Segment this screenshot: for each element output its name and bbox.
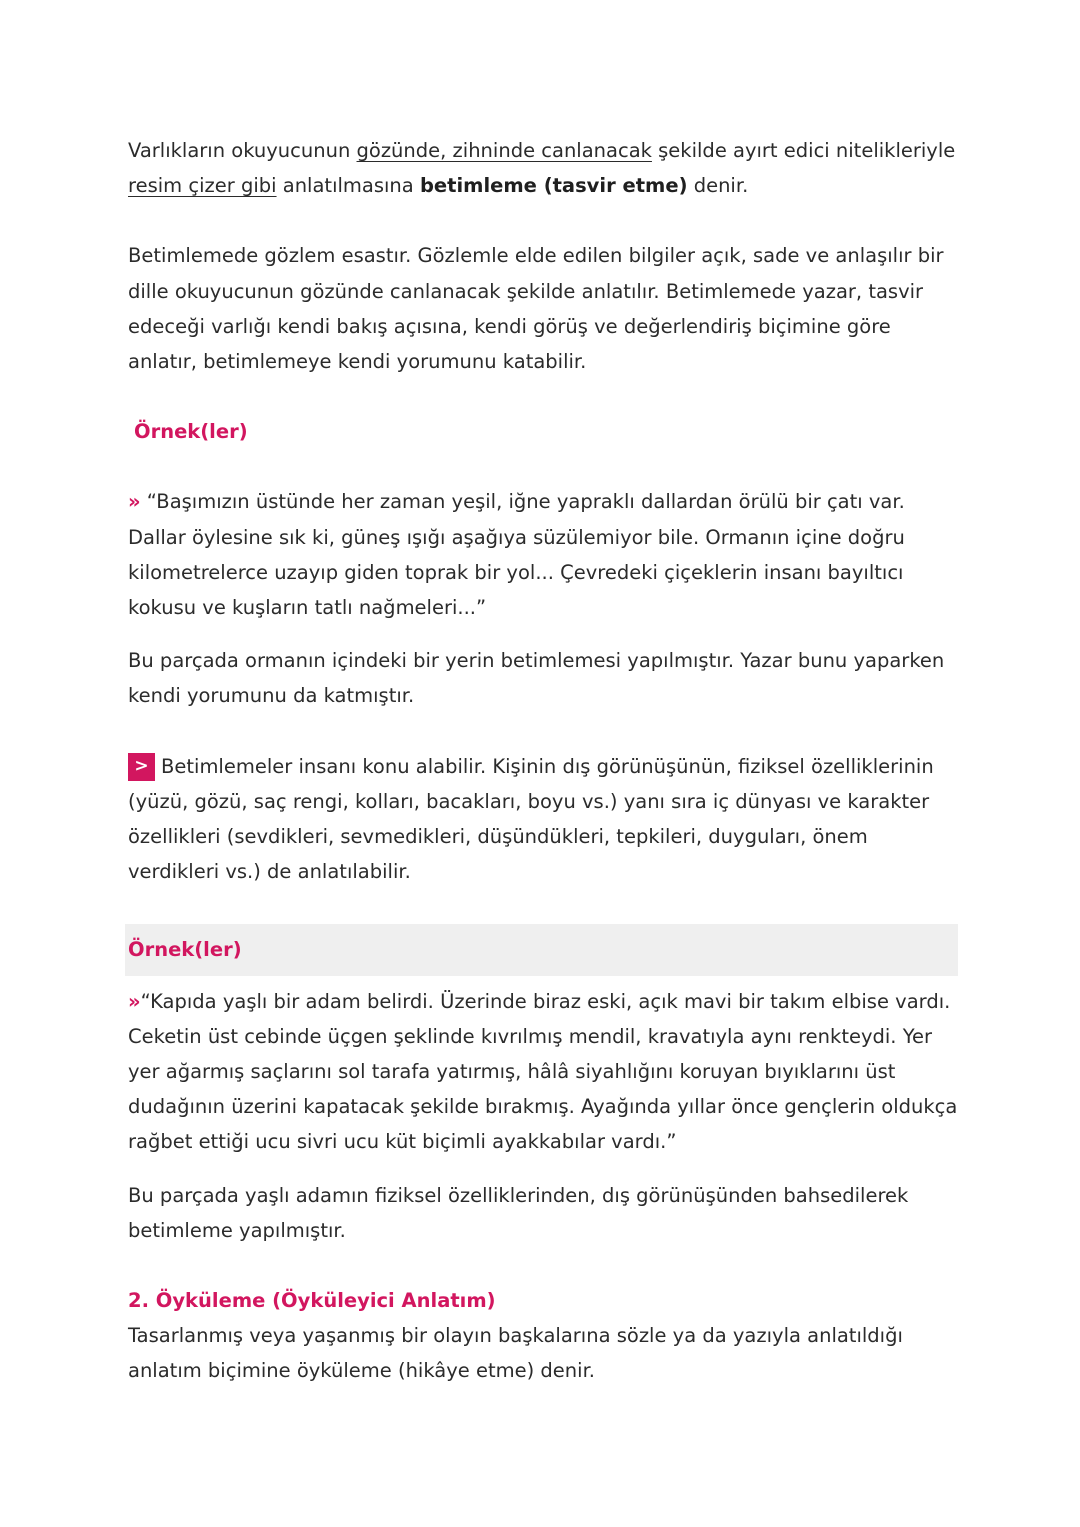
example2-title: Örnek(ler) (128, 938, 242, 962)
example1-quote (128, 484, 958, 625)
intro-text-4: denir. (687, 174, 749, 198)
example1-quote-text: “Başımızın üstünde her zaman yeşil, iğne yapraklı dallardan örülü bir çatı var. Dallar öylesine sık ki, güneş ışığı aşağıya süzülemiyor bile. Ormanın içine doğru kilometrelerce uzayıp giden toprak bir yol... Çevredeki çiçeklerin insanı bayıltıcı kokusu ve kuşların tatlı nağmeleri...” (128, 490, 905, 620)
quote-marker-icon: » (128, 490, 141, 514)
example1-explanation: Bu parçada ormanın içindeki bir yerin betimlemesi yapılmıştır. Yazar bunu yaparken kendi yorumunu da katmıştır. (128, 649, 945, 708)
example2-quote (128, 984, 958, 1160)
intro-text-3: anlatılmasına (276, 174, 420, 198)
section2-text: Tasarlanmış veya yaşanmış bir olayın başkalarına sözle ya da yazıyla anlatıldığı anlatım biçimine öyküleme (hikâye etme) denir. (128, 1324, 903, 1383)
note-badge-icon: > (128, 753, 155, 781)
example2-quote-text: “Kapıda yaşlı bir adam belirdi. Üzerinde biraz eski, açık mavi bir takım elbise vardı. Ceketin üst cebinde üçgen şeklinde kıvrılmış mendil, kravatıyla aynı renkteydi. Yer yer ağarmış saçlarını sol tarafa yatırmış, hâlâ siyahlığını koruyan bıyıklarını üst dudağının üzerini kapatacak şekilde bırakmış. Ayağında yıllar önce gençlerin oldukça rağbet ettiği ucu sivri ucu küt biçimli ayakkabılar vardı.” (128, 989, 958, 1154)
intro-paragraph (128, 133, 958, 203)
intro-text-1: Varlıkların okuyucunun (128, 139, 357, 162)
example2-title-box (125, 924, 958, 975)
intro-text-2: şekilde ayırt edici nitelikleriyle (651, 139, 956, 162)
document-body (128, 133, 958, 1389)
section2-heading: 2. Öyküleme (Öyküleyici Anlatım) (128, 1289, 496, 1313)
quote-marker-icon: » (128, 989, 141, 1013)
example1-title: Örnek(ler) (134, 420, 248, 444)
intro-underline-2: resim çizer gibi (128, 174, 277, 198)
intro-bold-term: betimleme (tasvir etme) (419, 174, 688, 198)
intro-underline-1: gözünde, zihninde canlanacak (356, 139, 652, 162)
note-paragraph (128, 749, 958, 890)
note-text: Betimlemeler insanı konu alabilir. Kişinin dış görünüşünün, fiziksel özelliklerinin (yüzü, gözü, saç rengi, kolları, bacakları, boyu vs.) yanı sıra iç dünyası ve karakter özellikleri (sevdikleri, sevmedikleri, düşündükleri, tepkileri, duyguları, önem verdikleri vs.) de anlatılabilir. (128, 754, 934, 884)
observation-paragraph: Betimlemede gözlem esastır. Gözlemle elde edilen bilgiler açık, sade ve anlaşılır bir dille okuyucunun gözünde canlanacak şekilde anlatılır. Betimlemede yazar, tasvir edeceği varlığı kendi bakış açısına, kendi görüş ve değerlendiriş biçimine göre anlatır, betimlemeye kendi yorumunu katabilir. (128, 244, 944, 374)
example2-explanation: Bu parçada yaşlı adamın fiziksel özelliklerinden, dış görünüşünden bahsedilerek betimleme yapılmıştır. (128, 1183, 909, 1242)
